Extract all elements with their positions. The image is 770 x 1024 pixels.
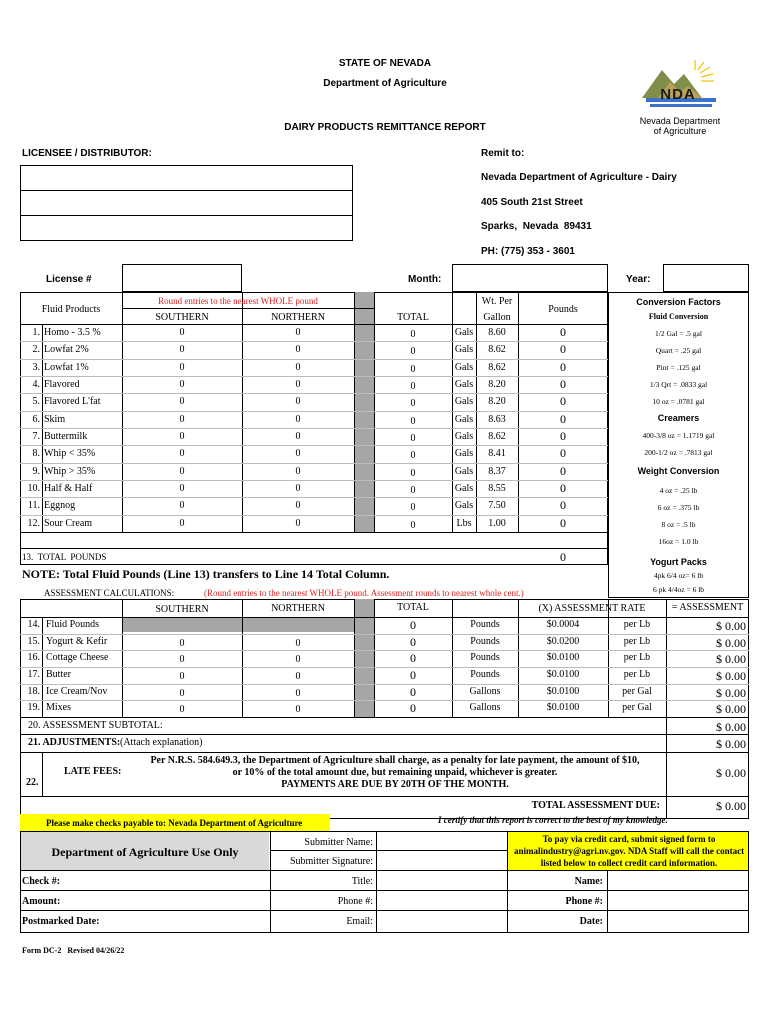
- remit-city: Sparks, Nevada 89431: [481, 221, 592, 232]
- row-number: 9.: [32, 465, 40, 477]
- rate-per-unit: per Gal: [622, 702, 652, 714]
- row-number: 10.: [27, 482, 40, 494]
- unit-label: Pounds: [470, 619, 500, 630]
- state-title: STATE OF NEVADA: [338, 58, 432, 69]
- assessment-item-name: Fluid Pounds: [46, 619, 100, 630]
- northern-value[interactable]: 0: [295, 671, 301, 682]
- unit-label: Gals: [454, 378, 474, 390]
- check-label: Check #:: [22, 876, 61, 887]
- northern-value[interactable]: 0: [295, 465, 301, 477]
- southern-value[interactable]: 0: [179, 637, 185, 649]
- total-pounds-value: 0: [560, 550, 566, 564]
- row-number: 4.: [32, 378, 40, 390]
- rate-per-unit: per Lb: [623, 619, 651, 630]
- rate-per-unit: per Gal: [622, 685, 652, 697]
- unit-label: Gals: [454, 465, 474, 477]
- total-value: 0: [410, 432, 416, 444]
- department-title: Department of Agriculture: [323, 78, 447, 89]
- pounds-value: 0: [560, 394, 566, 409]
- product-name: Homo - 3.5 %: [44, 327, 101, 338]
- product-name: Flavored: [44, 378, 80, 390]
- unit-label: Gals: [454, 430, 474, 442]
- email-label: Email:: [346, 916, 373, 927]
- total-value: 0: [410, 634, 416, 649]
- product-name: Buttermilk: [44, 430, 88, 442]
- southern-value[interactable]: 0: [179, 378, 185, 390]
- row-number: 16.: [27, 652, 40, 664]
- assessment-item-name: Mixes: [46, 702, 71, 714]
- northern-value[interactable]: 0: [295, 654, 301, 666]
- adjustments-note: (Attach explanation): [120, 737, 203, 748]
- weight-conversion-item: 8 oz = .5 lb: [661, 520, 696, 529]
- logo-caption-2: of Agriculture: [653, 126, 707, 136]
- licensee-line-1[interactable]: [24, 168, 348, 188]
- total-value: 0: [410, 467, 416, 479]
- northern-value[interactable]: 0: [295, 482, 301, 494]
- southern-value[interactable]: 0: [179, 687, 185, 699]
- product-name: Skim: [44, 413, 66, 425]
- northern-value[interactable]: 0: [295, 396, 301, 408]
- product-name: Flavored L'fat: [44, 396, 101, 408]
- assessment-amount: $ 0.00: [716, 635, 746, 650]
- southern-value[interactable]: 0: [179, 465, 185, 477]
- weight-conversion-item: 6 oz = .375 lb: [657, 503, 700, 512]
- southern-value[interactable]: 0: [179, 448, 185, 460]
- assess-col-total: TOTAL: [397, 602, 429, 613]
- col-fluid-products: Fluid Products: [41, 304, 101, 315]
- dept-use-title: Department of Agriculture Use Only: [51, 845, 239, 859]
- weight-per-gallon: 8.62: [488, 430, 506, 442]
- pounds-value: 0: [560, 480, 566, 495]
- row-number: 3.: [32, 361, 40, 373]
- month-field[interactable]: [452, 264, 608, 292]
- unit-label: Gals: [454, 413, 474, 425]
- late-fees-text-1: Per N.R.S. 584.649.3, the Department of Agriculture shall charge, as a penalty for late payment, the amount of $10,: [150, 755, 640, 766]
- subtotal-value: $ 0.00: [716, 720, 746, 734]
- weight-conversion-item: 4 oz = .25 lb: [659, 486, 698, 495]
- unit-label: Gallons: [469, 685, 501, 697]
- weight-per-gallon: 8.63: [488, 413, 506, 425]
- southern-value[interactable]: 0: [179, 671, 185, 682]
- creamer-conversion-item: 400-3/8 oz = 1.1719 gal: [642, 431, 715, 440]
- assessment-rate: $0.0100: [546, 685, 580, 697]
- license-label: License #: [46, 274, 92, 285]
- southern-value[interactable]: 0: [179, 430, 185, 442]
- pounds-value: 0: [560, 325, 566, 339]
- row-number: 1.: [32, 327, 40, 338]
- rate-per-unit: per Lb: [623, 669, 651, 680]
- total-value: 0: [410, 701, 416, 716]
- adjustments-value[interactable]: $ 0.00: [716, 737, 746, 751]
- southern-value[interactable]: 0: [179, 500, 185, 512]
- assessment-amount: $ 0.00: [716, 619, 746, 633]
- total-value: 0: [410, 668, 416, 682]
- license-field[interactable]: [122, 264, 242, 292]
- late-fees-text-2: or 10% of the total amount due, but remaining unpaid, whichever is greater.: [232, 767, 558, 778]
- unit-label: Pounds: [470, 652, 500, 664]
- row-number: 19.: [27, 702, 40, 714]
- assessment-rate: $0.0100: [546, 702, 580, 714]
- pounds-value: 0: [560, 463, 566, 478]
- total-value: 0: [410, 502, 416, 514]
- form-id: Form DC-2 Revised 04/26/22: [22, 946, 125, 955]
- unit-label: Gals: [454, 327, 474, 338]
- total-value: 0: [410, 415, 416, 427]
- name-label: Name:: [574, 876, 603, 887]
- licensee-label: LICENSEE / DISTRIBUTOR:: [22, 148, 152, 159]
- total-value: 0: [410, 519, 416, 531]
- assessment-rate: $0.0004: [546, 619, 580, 630]
- assessment-note: (Round entries to the nearest WHOLE pound. Assessment rounds to nearest whole cent.): [204, 588, 524, 598]
- product-name: Half & Half: [44, 482, 93, 494]
- unit-label: Gals: [454, 396, 474, 408]
- northern-value[interactable]: 0: [295, 448, 301, 460]
- late-fees-num: 22.: [26, 777, 39, 788]
- subtotal-label: 20. ASSESSMENT SUBTOTAL:: [28, 720, 163, 731]
- pounds-value: 0: [560, 498, 566, 513]
- total-due-label: TOTAL ASSESSMENT DUE:: [531, 800, 660, 811]
- creamer-conversion-item: 200-1/2 oz = .7813 gal: [644, 448, 713, 457]
- fluid-conversion-item: 1/2 Gal = .5 gal: [655, 329, 702, 338]
- row-number: 5.: [32, 396, 40, 408]
- credit-card-text: To pay via credit card, submit signed form to animalindustry@agri.nv.gov. NDA Staff will call the contact listed below to collect credit card information.: [513, 834, 745, 868]
- pounds-value: 0: [560, 515, 566, 530]
- nda-logo: [640, 58, 720, 138]
- total-pounds-label: 13. TOTAL POUNDS: [22, 552, 107, 562]
- yogurt-pack-item: 4pk 6/4 oz= 6 lb: [653, 571, 704, 580]
- assess-col-southern: SOUTHERN: [155, 604, 209, 615]
- total-value: 0: [410, 398, 416, 410]
- weight-per-gallon: 7.50: [488, 500, 506, 512]
- fluid-conversion-title: Fluid Conversion: [648, 312, 709, 321]
- northern-value[interactable]: 0: [295, 687, 301, 699]
- total-value: 0: [410, 618, 416, 632]
- assessment-amount: $ 0.00: [716, 652, 746, 667]
- pounds-value: 0: [560, 428, 566, 443]
- yogurt-pack-item: 6 pk 4/4oz = 6 lb: [652, 585, 705, 594]
- southern-value[interactable]: 0: [179, 654, 185, 666]
- fluid-conversion-item: Quart = .25 gal: [655, 346, 702, 355]
- licensee-line-3[interactable]: [24, 218, 348, 238]
- adjustments-label: 21. ADJUSTMENTS:: [28, 737, 121, 748]
- round-note: Round entries to the nearest WHOLE pound: [158, 296, 318, 306]
- assessment-amount: $ 0.00: [716, 685, 746, 700]
- late-fees-label: LATE FEES:: [64, 766, 122, 777]
- unit-label: Gals: [454, 482, 474, 494]
- unit-label: Gals: [454, 344, 474, 356]
- assess-col-northern: NORTHERN: [271, 603, 325, 614]
- phone-label: Phone #:: [337, 896, 373, 907]
- weight-per-gallon: 8.20: [488, 378, 506, 390]
- southern-value[interactable]: 0: [179, 517, 185, 529]
- northern-value[interactable]: 0: [295, 361, 301, 373]
- southern-value[interactable]: 0: [179, 327, 185, 338]
- pounds-value: 0: [560, 446, 566, 461]
- fluid-conversion-item: 10 oz = .0781 gal: [652, 397, 705, 406]
- assessment-item-name: Butter: [46, 669, 71, 680]
- licensee-line-2[interactable]: [24, 193, 348, 213]
- southern-value[interactable]: 0: [179, 704, 185, 716]
- gray-divider-column: [354, 292, 374, 532]
- remit-name: Nevada Department of Agriculture - Dairy: [481, 172, 677, 183]
- row-number: 12.: [27, 517, 40, 529]
- total-value: 0: [410, 329, 416, 340]
- remit-label: Remit to:: [481, 148, 525, 159]
- fluid-conversion-item: Pint = .125 gal: [656, 363, 701, 372]
- postmarked-label: Postmarked Date:: [22, 916, 100, 927]
- pounds-value: 0: [560, 411, 566, 426]
- assess-col-rate: (X) ASSESSMENT RATE: [538, 603, 646, 614]
- assessment-rate: $0.0100: [546, 669, 580, 680]
- row-number: 17.: [27, 669, 40, 680]
- weight-conversion-item: 16oz = 1.0 lb: [658, 537, 699, 546]
- remit-street: 405 South 21st Street: [481, 197, 583, 208]
- pounds-value: 0: [560, 342, 566, 357]
- northern-value[interactable]: 0: [295, 500, 301, 512]
- col-pounds: Pounds: [548, 304, 578, 315]
- year-label: Year:: [626, 274, 651, 285]
- submitter-name-label: Submitter Name:: [304, 837, 373, 848]
- row-number: 7.: [32, 430, 40, 442]
- month-label: Month:: [408, 274, 442, 285]
- southern-value[interactable]: 0: [179, 396, 185, 408]
- pounds-value: 0: [560, 359, 566, 374]
- northern-value[interactable]: 0: [295, 378, 301, 390]
- product-name: Eggnog: [44, 500, 76, 512]
- unit-label: Gallons: [469, 702, 501, 714]
- northern-value[interactable]: 0: [295, 637, 301, 649]
- product-name: Lowfat 2%: [44, 344, 89, 356]
- late-fees-value: $ 0.00: [716, 766, 746, 780]
- unit-label: Gals: [454, 361, 474, 373]
- fluid-pounds-gray: [122, 617, 354, 632]
- row-number: 8.: [32, 448, 40, 460]
- product-name: Whip < 35%: [44, 448, 96, 460]
- northern-value[interactable]: 0: [295, 413, 301, 425]
- weight-per-gallon: 8.41: [488, 448, 506, 460]
- weight-conversion-title: Weight Conversion: [637, 466, 720, 476]
- weight-per-gallon: 8.55: [488, 482, 506, 494]
- assessment-item-name: Ice Cream/Nov: [46, 685, 108, 697]
- assessment-label: ASSESSMENT CALCULATIONS:: [44, 588, 175, 598]
- row-number: 11.: [27, 500, 40, 512]
- logo-caption-1: Nevada Department: [639, 116, 721, 126]
- col-wt-per: Wt. Per: [481, 296, 513, 307]
- northern-value[interactable]: 0: [295, 430, 301, 442]
- unit-label: Gals: [454, 448, 474, 460]
- southern-value[interactable]: 0: [179, 361, 185, 373]
- unit-label: Gals: [454, 500, 474, 512]
- pounds-value: 0: [560, 376, 566, 391]
- total-value: 0: [410, 450, 416, 462]
- assessment-item-name: Cottage Cheese: [46, 652, 109, 664]
- weight-per-gallon: 8.60: [488, 327, 506, 338]
- weight-per-gallon: 8.62: [488, 344, 506, 356]
- total-value: 0: [410, 684, 416, 699]
- conversion-title: Conversion Factors: [636, 297, 721, 307]
- assessment-amount: $ 0.00: [716, 669, 746, 683]
- product-name: Lowfat 1%: [44, 361, 89, 373]
- row-number: 2.: [32, 344, 40, 356]
- phone2-label: Phone #:: [565, 896, 603, 907]
- yogurt-packs-title: Yogurt Packs: [650, 557, 707, 567]
- submitter-signature-label: Submitter Signature:: [289, 856, 373, 867]
- southern-value[interactable]: 0: [179, 482, 185, 494]
- northern-value[interactable]: 0: [295, 327, 301, 338]
- title-label: Title:: [351, 876, 373, 887]
- weight-per-gallon: 8.20: [488, 396, 506, 408]
- date-label: Date:: [579, 916, 603, 927]
- logo-text: NDA: [660, 86, 696, 103]
- col-northern: NORTHERN: [271, 312, 325, 323]
- northern-value[interactable]: 0: [295, 344, 301, 356]
- rate-per-unit: per Lb: [623, 652, 651, 664]
- assessment-item-name: Yogurt & Kefir: [46, 635, 108, 647]
- late-fees-text-3: PAYMENTS ARE DUE BY 20TH OF THE MONTH.: [281, 779, 509, 790]
- product-name: Whip > 35%: [44, 465, 96, 477]
- report-title: DAIRY PRODUCTS REMITTANCE REPORT: [284, 122, 486, 133]
- col-southern: SOUTHERN: [155, 312, 209, 323]
- total-value: 0: [410, 380, 416, 392]
- southern-value[interactable]: 0: [179, 413, 185, 425]
- row-number: 6.: [32, 413, 40, 425]
- col-total: TOTAL: [397, 312, 429, 323]
- unit-label: Pounds: [470, 669, 500, 680]
- row-number: 15.: [27, 635, 40, 647]
- creamers-title: Creamers: [657, 413, 700, 423]
- amount-label: Amount:: [22, 896, 61, 907]
- total-due-value: $ 0.00: [716, 799, 746, 813]
- northern-value[interactable]: 0: [295, 517, 301, 529]
- col-gallon: Gallon: [483, 312, 511, 323]
- product-name: Sour Cream: [44, 517, 93, 529]
- weight-per-gallon: 8.37: [488, 465, 506, 477]
- assessment-rate: $0.0200: [546, 635, 580, 647]
- certify-text: I certify that this report is correct to the best of my knowledge.: [438, 815, 668, 825]
- unit-label: Lbs: [456, 517, 472, 529]
- fluid-conversion-item: 1/3 Qrt = .0833 gal: [649, 380, 708, 389]
- row-number: 18.: [27, 685, 40, 697]
- total-value: 0: [410, 651, 416, 666]
- total-value: 0: [410, 363, 416, 375]
- northern-value[interactable]: 0: [295, 704, 301, 716]
- note-line: NOTE: Total Fluid Pounds (Line 13) transfers to Line 14 Total Column.: [22, 567, 390, 581]
- checks-payable-text: Please make checks payable to: Nevada Department of Agriculture: [46, 818, 303, 828]
- total-value: 0: [410, 484, 416, 496]
- weight-per-gallon: 1.00: [488, 517, 506, 529]
- assessment-amount: $ 0.00: [716, 702, 746, 717]
- weight-per-gallon: 8.62: [488, 361, 506, 373]
- unit-label: Pounds: [470, 635, 500, 647]
- rate-per-unit: per Lb: [623, 635, 651, 647]
- southern-value[interactable]: 0: [179, 344, 185, 356]
- total-value: 0: [410, 346, 416, 358]
- year-field[interactable]: [663, 264, 749, 292]
- row-number: 14.: [27, 619, 40, 630]
- assessment-rate: $0.0100: [546, 652, 580, 664]
- remit-phone: PH: (775) 353 - 3601: [481, 246, 575, 257]
- assess-col-amount: = ASSESSMENT: [671, 602, 744, 613]
